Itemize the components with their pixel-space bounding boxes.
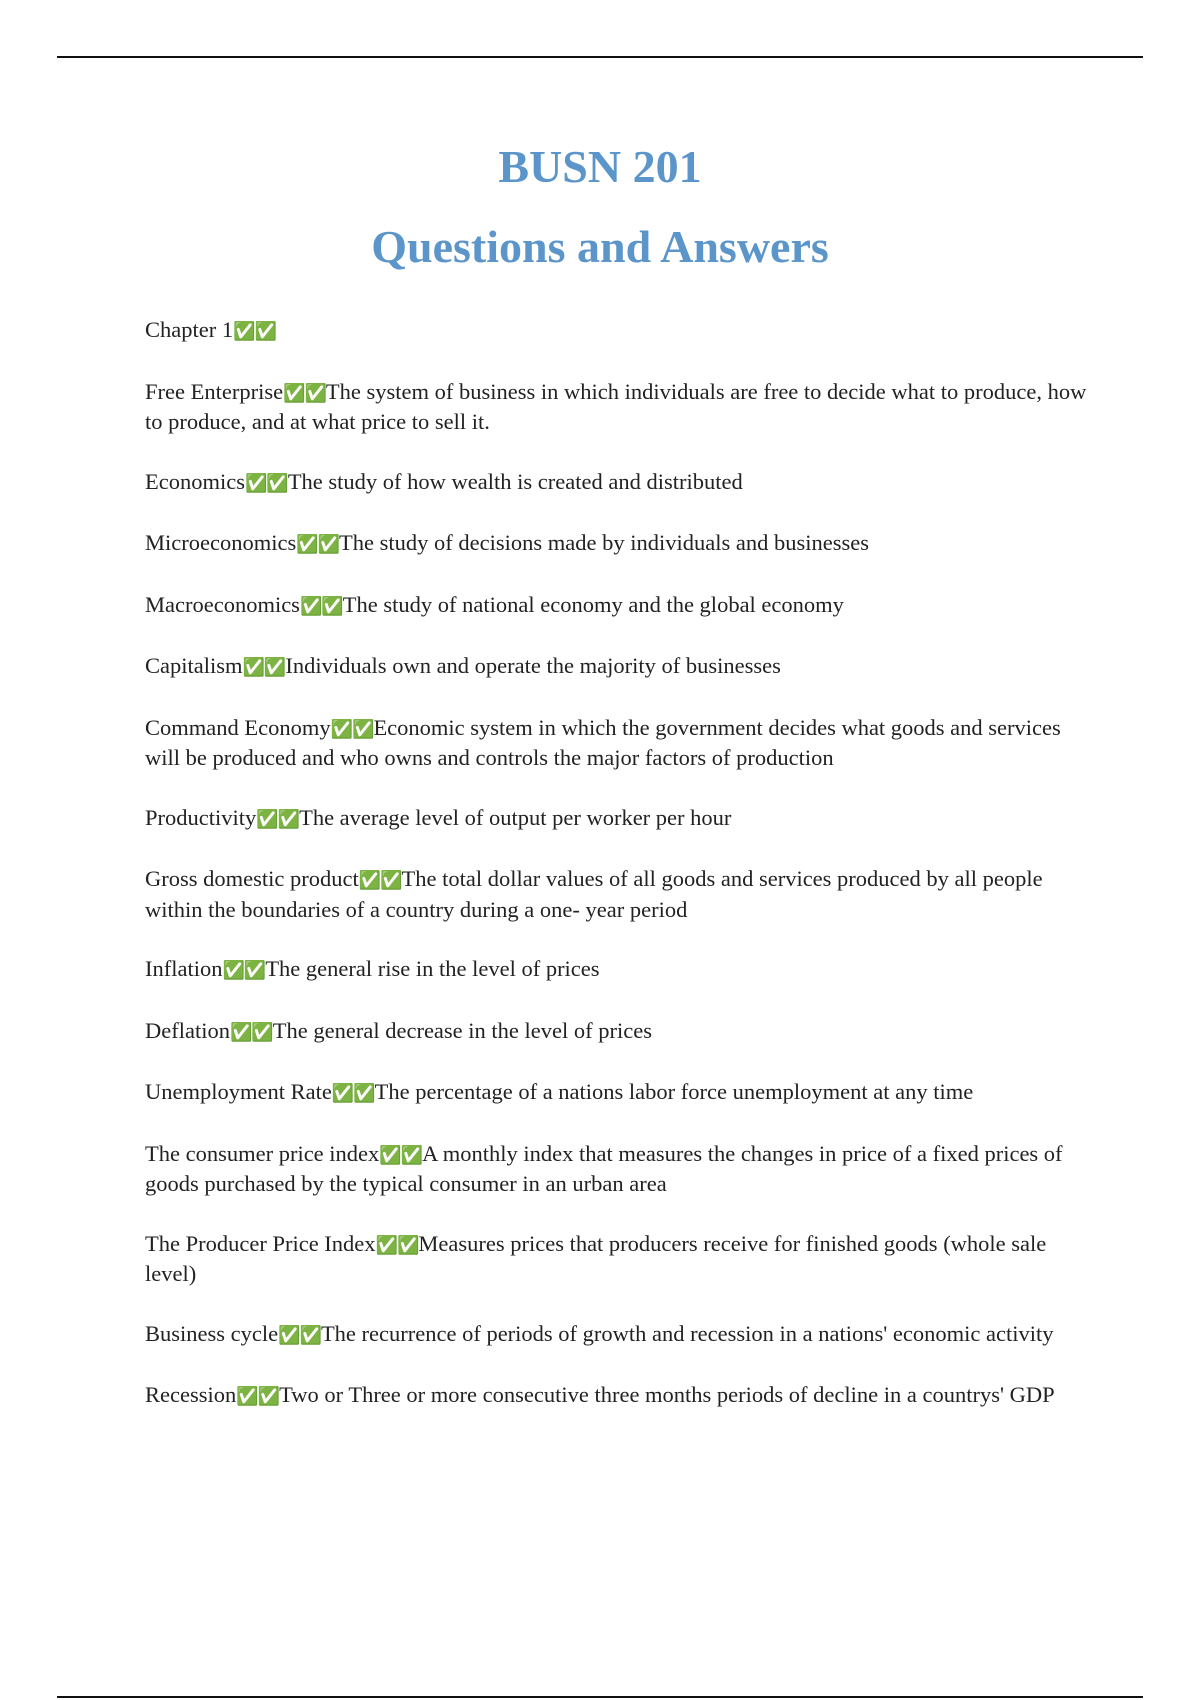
entry-term: Productivity — [145, 804, 257, 830]
qa-list — [145, 316, 1090, 1443]
qa-entry — [145, 1381, 1090, 1412]
double-check-icon: ✅✅ — [331, 1083, 375, 1104]
qa-entry — [145, 1078, 1090, 1109]
qa-entry — [145, 1140, 1090, 1199]
qa-entry — [145, 591, 1090, 622]
double-check-icon: ✅✅ — [233, 321, 276, 342]
qa-entry — [145, 714, 1090, 773]
double-check-icon: ✅✅ — [379, 1144, 423, 1166]
qa-entry — [145, 804, 1090, 835]
entry-term: Inflation — [145, 956, 223, 981]
entry-definition: The study of decisions made by individuals and businesses — [339, 530, 869, 555]
entry-definition: The average level of output per worker per hour — [299, 804, 732, 830]
entry-term: Capitalism — [145, 653, 243, 678]
qa-entry — [145, 1320, 1090, 1351]
entry-term: The consumer price index — [145, 1140, 380, 1166]
double-check-icon: ✅✅ — [236, 1386, 280, 1407]
double-check-icon: ✅✅ — [222, 960, 266, 981]
entry-definition: The general rise in the level of prices — [265, 956, 600, 981]
entry-definition: Two or Three or more consecutive three months periods of decline in a countrys' GDP — [279, 1382, 1055, 1407]
entry-definition: The study of national economy and the global economy — [342, 591, 844, 617]
double-check-icon: ✅✅ — [278, 1324, 321, 1346]
entry-term: Economics — [145, 468, 245, 494]
qa-entry — [145, 865, 1090, 924]
title-block — [0, 140, 1200, 274]
entry-definition: The general decrease in the level of prices — [272, 1017, 652, 1043]
entry-definition: The study of how wealth is created and distributed — [287, 468, 743, 494]
double-check-icon: ✅✅ — [330, 718, 374, 740]
qa-entry — [145, 1230, 1090, 1289]
entry-definition: Measures prices that producers receive for finished goods (whole sale level) — [145, 1230, 1047, 1286]
double-check-icon: ✅✅ — [283, 382, 326, 404]
document-subtitle: Questions and Answers — [371, 221, 829, 272]
qa-entry — [145, 955, 1090, 986]
double-check-icon: ✅✅ — [242, 657, 286, 678]
entry-term: Unemployment Rate — [145, 1079, 332, 1104]
entry-term: Business cycle — [145, 1320, 279, 1346]
double-check-icon: ✅✅ — [358, 870, 402, 891]
entry-term: Command Economy — [145, 714, 331, 740]
entry-term: Microeconomics — [145, 530, 297, 555]
entry-term: Gross domestic product — [145, 866, 359, 891]
double-check-icon: ✅✅ — [229, 1021, 273, 1043]
entry-term: Deflation — [145, 1017, 230, 1043]
entry-definition: The recurrence of periods of growth and recession in a nations' economic activity — [320, 1320, 1054, 1346]
entry-term: The Producer Price Index — [145, 1230, 376, 1256]
double-check-icon: ✅✅ — [299, 595, 343, 617]
entry-definition: The total dollar values of all goods and services produced by all people within the boundaries of a country during a one- year period — [145, 866, 1043, 922]
entry-definition: Individuals own and operate the majority of businesses — [285, 653, 781, 678]
entry-definition: Economic system in which the government decides what goods and services will be produced and who owns and controls the major factors of production — [145, 714, 1061, 770]
qa-entry — [145, 316, 1090, 347]
document-title: BUSN 201 — [498, 141, 702, 192]
double-check-icon: ✅✅ — [244, 472, 288, 494]
bottom-rule — [57, 1696, 1143, 1698]
qa-entry — [145, 378, 1090, 437]
entry-definition: The system of business in which individuals are free to decide what to produce, how to produce, and at what price to sell it. — [145, 378, 1087, 434]
entry-term: Free Enterprise — [145, 378, 284, 404]
entry-definition: The percentage of a nations labor force unemployment at any time — [374, 1079, 974, 1104]
qa-entry — [145, 652, 1090, 683]
qa-entry — [145, 1017, 1090, 1048]
entry-term: Chapter 1 — [145, 317, 234, 342]
entry-definition: A monthly index that measures the changes in price of a fixed prices of goods purchased by the typical consumer in an urban area — [145, 1140, 1063, 1196]
double-check-icon: ✅✅ — [375, 1234, 419, 1256]
qa-entry — [145, 529, 1090, 560]
top-rule — [57, 56, 1143, 58]
double-check-icon: ✅✅ — [256, 808, 300, 830]
entry-term: Recession — [145, 1382, 237, 1407]
double-check-icon: ✅✅ — [296, 534, 340, 555]
entry-term: Macroeconomics — [145, 591, 300, 617]
qa-entry — [145, 468, 1090, 499]
